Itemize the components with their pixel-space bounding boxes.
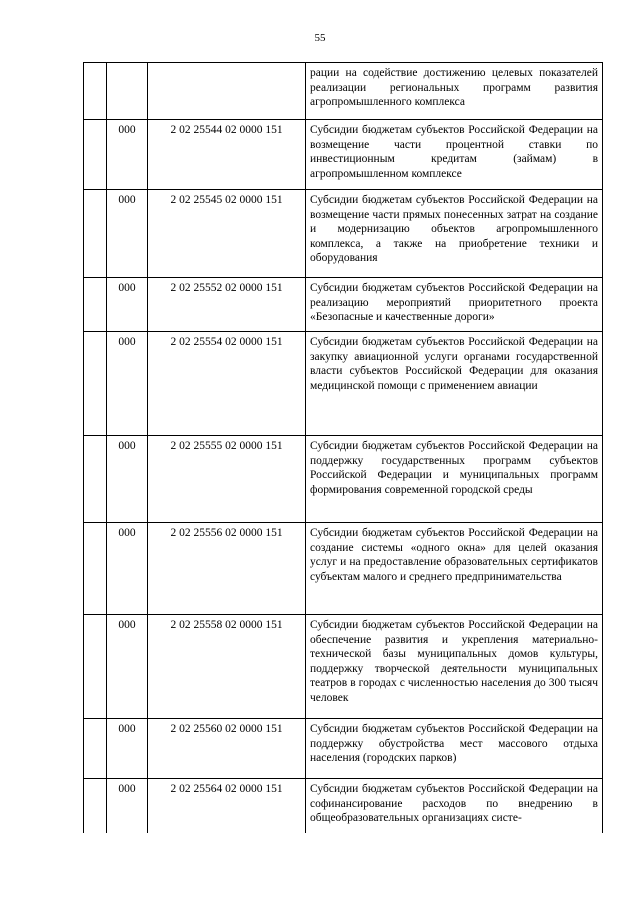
table-row — [84, 436, 603, 523]
page-number: 55 — [314, 32, 326, 44]
table-row — [84, 332, 603, 436]
revenue-name-cell: Субсидии бюджетам субъектов Российской Федерации на создание системы «одного окна» для целей оказания услуг и на предоставление образовательных сертификатов субъектам малого и среднего предпринимательства — [306, 523, 603, 615]
admin-code-cell: 000 — [107, 779, 148, 833]
budget-code-cell: 2 02 25560 02 0000 151 — [148, 719, 306, 779]
table-row — [84, 779, 603, 833]
table-row — [84, 63, 603, 120]
admin-code-cell — [107, 63, 148, 120]
admin-code-cell: 000 — [107, 332, 148, 436]
table-row — [84, 278, 603, 332]
admin-code-cell: 000 — [107, 278, 148, 332]
budget-code-cell: 2 02 25545 02 0000 151 — [148, 190, 306, 278]
blank-cell — [84, 278, 107, 332]
revenue-name-cell: рации на содействие достижению целевых показателей реализации региональных программ развития агропромышленного комплекса — [306, 63, 603, 120]
revenue-name-cell: Субсидии бюджетам субъектов Российской Федерации на возмещение части прямых понесенных затрат на создание и модернизацию объектов агропромышленного комплекса, а также на приобретение техники и оборудования — [306, 190, 603, 278]
table-row — [84, 190, 603, 278]
revenue-name-cell: Субсидии бюджетам субъектов Российской Федерации на реализацию мероприятий приоритетного проекта «Безопасные и качественные дороги» — [306, 278, 603, 332]
admin-code-cell: 000 — [107, 523, 148, 615]
admin-code-cell: 000 — [107, 436, 148, 523]
admin-code-cell: 000 — [107, 120, 148, 190]
budget-code-cell: 2 02 25544 02 0000 151 — [148, 120, 306, 190]
revenue-name-cell: Субсидии бюджетам субъектов Российской Федерации на закупку авиационной услуги органами государственной власти субъектов Российской Федерации для оказания медицинской помощи с применением авиации — [306, 332, 603, 436]
revenue-name-cell: Субсидии бюджетам субъектов Российской Федерации на обеспечение развития и укрепления материально-технической базы муниципальных домов культуры, поддержку творческой деятельности муниципальных театров в городах с численностью населения до 300 тысяч человек — [306, 615, 603, 719]
blank-cell — [84, 332, 107, 436]
table-body — [84, 63, 603, 833]
budget-code-cell: 2 02 25554 02 0000 151 — [148, 332, 306, 436]
budget-code-cell — [148, 63, 306, 120]
revenue-name-cell: Субсидии бюджетам субъектов Российской Федерации на поддержку государственных программ субъектов Российской Федерации и муниципальных программ формирования современной городской среды — [306, 436, 603, 523]
admin-code-cell: 000 — [107, 719, 148, 779]
table-row — [84, 523, 603, 615]
blank-cell — [84, 120, 107, 190]
budget-code-cell: 2 02 25556 02 0000 151 — [148, 523, 306, 615]
blank-cell — [84, 436, 107, 523]
blank-cell — [84, 63, 107, 120]
blank-cell — [84, 719, 107, 779]
budget-code-cell: 2 02 25555 02 0000 151 — [148, 436, 306, 523]
admin-code-cell: 000 — [107, 190, 148, 278]
budget-code-cell: 2 02 25558 02 0000 151 — [148, 615, 306, 719]
budget-code-cell: 2 02 25564 02 0000 151 — [148, 779, 306, 833]
blank-cell — [84, 190, 107, 278]
blank-cell — [84, 523, 107, 615]
admin-code-cell: 000 — [107, 615, 148, 719]
revenue-name-cell: Субсидии бюджетам субъектов Российской Федерации на возмещение части процентной ставки по инвестиционным кредитам (займам) в агропромышленном комплексе — [306, 120, 603, 190]
blank-cell — [84, 615, 107, 719]
table-row — [84, 719, 603, 779]
table-row — [84, 120, 603, 190]
revenue-name-cell: Субсидии бюджетам субъектов Российской Федерации на поддержку обустройства мест массового отдыха населения (городских парков) — [306, 719, 603, 779]
revenue-name-cell: Субсидии бюджетам субъектов Российской Федерации на софинансирование расходов по внедрению в общеобразовательных организациях систе- — [306, 779, 603, 833]
blank-cell — [84, 779, 107, 833]
budget-classification-table — [83, 62, 603, 833]
budget-code-cell: 2 02 25552 02 0000 151 — [148, 278, 306, 332]
table-row — [84, 615, 603, 719]
